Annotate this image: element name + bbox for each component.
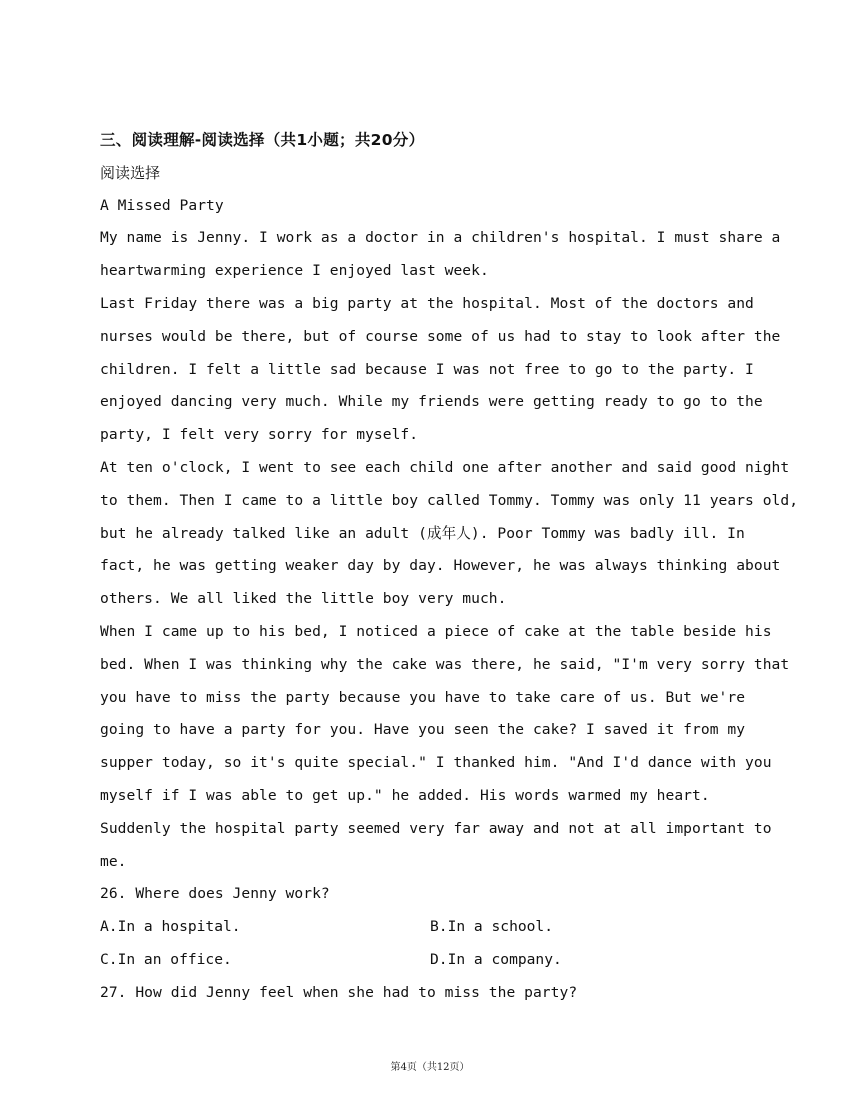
passage-line: going to have a party for you. Have you seen the cake? I saved it from my: [100, 721, 746, 739]
passage-line: you have to miss the party because you have to take care of us. But we're: [100, 688, 746, 706]
passage-line: me.: [100, 852, 127, 870]
question-27: [100, 977, 780, 1010]
document-body: [100, 124, 799, 1010]
passage-line: supper today, so it's quite special." I thanked him. "And I'd dance with you: [100, 754, 772, 772]
passage-line: bed. When I was thinking why the cake was there, he said, "I'm very sorry that: [100, 655, 790, 673]
passage-line: myself if I was able to get up." he added. His words warmed my heart.: [100, 786, 710, 804]
subheading: 阅读选择: [100, 163, 161, 182]
option-b: B.In a school.: [430, 918, 554, 936]
passage-line: nurses would be there, but of course some of us had to stay to look after the: [100, 327, 781, 345]
passage-line: children. I felt a little sad because I was not free to go to the party. I: [100, 360, 754, 378]
passage-line: When I came up to his bed, I noticed a piece of cake at the table beside his: [100, 622, 772, 640]
passage-line: party, I felt very sorry for myself.: [100, 426, 419, 444]
option-d: D.In a company.: [430, 950, 562, 968]
question-26: [100, 878, 780, 976]
page-footer: 第4页（共12页）: [390, 1062, 470, 1073]
options-row: [100, 911, 780, 944]
passage-line: but he already talked like an adult (成年人). Poor Tommy was badly ill. In: [100, 524, 745, 542]
passage-line: others. We all liked the little boy very much.: [100, 590, 507, 608]
passage: [100, 222, 799, 878]
passage-line: fact, he was getting weaker day by day. However, he was always thinking about: [100, 557, 781, 575]
passage-line: Last Friday there was a big party at the hospital. Most of the doctors and: [100, 294, 754, 312]
passage-line: enjoyed dancing very much. While my friends were getting ready to go to the: [100, 393, 763, 411]
passage-line: to them. Then I came to a little boy called Tommy. Tommy was only 11 years old,: [100, 491, 799, 509]
question-text: 26. Where does Jenny work?: [100, 885, 330, 903]
passage-line: My name is Jenny. I work as a doctor in a children's hospital. I must share a: [100, 229, 781, 247]
options-row: [100, 944, 780, 977]
option-a: A.In a hospital.: [100, 918, 241, 936]
passage-title: A Missed Party: [100, 196, 224, 214]
option-c: C.In an office.: [100, 950, 232, 968]
section-heading: 三、阅读理解-阅读选择（共1小题；共20分）: [100, 131, 425, 149]
passage-line: Suddenly the hospital party seemed very far away and not at all important to: [100, 819, 772, 837]
passage-line: At ten o'clock, I went to see each child one after another and said good night: [100, 458, 790, 476]
question-text: 27. How did Jenny feel when she had to miss the party?: [100, 983, 578, 1001]
passage-line: heartwarming experience I enjoyed last week.: [100, 262, 489, 280]
